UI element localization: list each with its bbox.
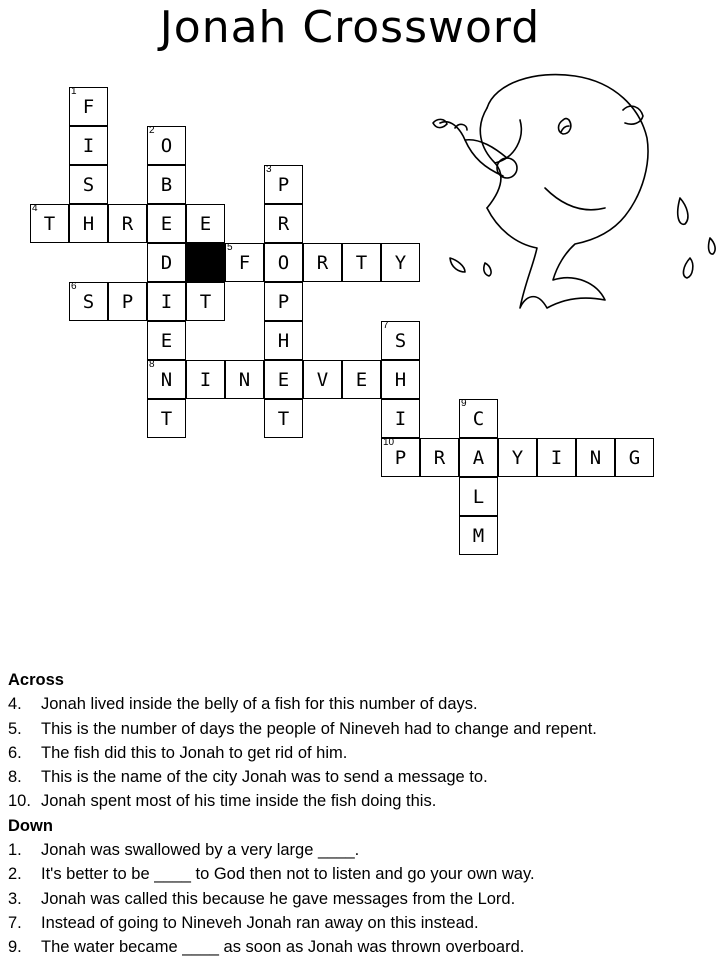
clue-number: 6. (8, 743, 22, 762)
crossword-cell[interactable] (342, 243, 381, 282)
cell-letter: I (82, 135, 95, 157)
clue-number: 4 (32, 203, 38, 214)
black-cell (186, 243, 225, 282)
crossword-cell[interactable] (225, 360, 264, 399)
cell-letter: Y (511, 447, 524, 469)
cell-letter: I (199, 369, 212, 391)
down-clue (8, 862, 713, 886)
crossword-cell[interactable] (108, 204, 147, 243)
crossword-cell[interactable] (420, 438, 459, 477)
across-clue (8, 765, 713, 789)
cell-letter: E (355, 369, 368, 391)
cell-letter: T (277, 408, 290, 430)
crossword-cell[interactable] (225, 243, 264, 282)
crossword-cell[interactable] (147, 165, 186, 204)
clue-number: 1. (8, 841, 22, 860)
crossword-cell[interactable] (303, 360, 342, 399)
crossword-cell[interactable] (576, 438, 615, 477)
across-clue (8, 741, 713, 765)
crossword-cell[interactable] (30, 204, 69, 243)
crossword-cell[interactable] (381, 438, 420, 477)
cell-letter: P (394, 447, 407, 469)
crossword-cell[interactable] (69, 282, 108, 321)
clue-text: This is the name of the city Jonah was to send a message to. (41, 768, 488, 787)
crossword-cell[interactable] (147, 204, 186, 243)
clue-number: 8. (8, 768, 22, 787)
crossword-cell[interactable] (186, 282, 225, 321)
cell-letter: H (82, 213, 95, 235)
crossword-cell[interactable] (381, 360, 420, 399)
cell-letter: L (472, 486, 485, 508)
crossword-cell[interactable] (186, 360, 225, 399)
cell-letter: E (199, 213, 212, 235)
cell-letter: V (316, 369, 329, 391)
cell-letter: F (238, 252, 251, 274)
crossword-cell[interactable] (498, 438, 537, 477)
clue-text: Jonah spent most of his time inside the fish doing this. (41, 792, 437, 811)
across-heading: Across (8, 671, 64, 689)
clue-number: 3 (266, 164, 272, 175)
cell-letter: R (121, 213, 134, 235)
crossword-cell[interactable] (303, 243, 342, 282)
crossword-cell[interactable] (264, 243, 303, 282)
cell-letter: P (277, 174, 290, 196)
cell-letter: N (160, 369, 173, 391)
clue-number: 8 (149, 359, 155, 370)
crossword-cell[interactable] (147, 282, 186, 321)
clue-number: 6 (71, 281, 77, 292)
cell-letter: O (160, 135, 173, 157)
cell-letter: E (160, 330, 173, 352)
crossword-cell[interactable] (264, 204, 303, 243)
crossword-cell[interactable] (69, 87, 108, 126)
cell-letter: S (82, 174, 95, 196)
clue-number: 5 (227, 242, 233, 253)
clue-number: 1 (71, 86, 77, 97)
cell-letter: H (394, 369, 407, 391)
cell-letter: M (472, 525, 485, 547)
crossword-cell[interactable] (459, 399, 498, 438)
clue-number: 4. (8, 695, 22, 714)
cell-letter: P (277, 291, 290, 313)
across-clue (8, 717, 713, 741)
across-clue (8, 789, 713, 813)
clue-number: 10 (383, 437, 395, 448)
cell-letter: C (472, 408, 485, 430)
crossword-cell[interactable] (264, 282, 303, 321)
cell-letter: O (277, 252, 290, 274)
cell-letter: P (121, 291, 134, 313)
cell-letter: R (277, 213, 290, 235)
crossword-cell[interactable] (147, 360, 186, 399)
clue-text: Instead of going to Nineveh Jonah ran away on this instead. (41, 913, 479, 932)
crossword-cell[interactable] (69, 165, 108, 204)
crossword-cell[interactable] (459, 477, 498, 516)
cell-letter: E (160, 213, 173, 235)
crossword-cell[interactable] (264, 360, 303, 399)
cell-letter: F (82, 96, 95, 118)
cell-letter: H (277, 330, 290, 352)
across-clues (8, 692, 713, 813)
crossword-cell[interactable] (615, 438, 654, 477)
crossword-cell[interactable] (264, 399, 303, 438)
crossword-cell[interactable] (264, 165, 303, 204)
cell-letter: T (43, 213, 56, 235)
clue-number: 2 (149, 125, 155, 136)
down-clue (8, 838, 713, 862)
crossword-cell[interactable] (381, 243, 420, 282)
clue-number: 7. (8, 913, 22, 932)
cell-letter: I (394, 408, 407, 430)
cell-letter: N (238, 369, 251, 391)
cell-letter: G (628, 447, 641, 469)
clue-number: 10. (8, 792, 31, 811)
down-clue (8, 935, 713, 959)
cell-letter: D (160, 252, 173, 274)
crossword-cell[interactable] (147, 243, 186, 282)
down-clue (8, 887, 713, 911)
clue-text: This is the number of days the people of Nineveh had to change and repent. (41, 719, 597, 738)
clue-text: The fish did this to Jonah to get rid of him. (41, 743, 348, 762)
crossword-cell[interactable] (537, 438, 576, 477)
cell-letter: R (433, 447, 446, 469)
crossword-cell[interactable] (264, 321, 303, 360)
cell-letter: S (82, 291, 95, 313)
cell-letter: R (316, 252, 329, 274)
crossword-cell[interactable] (147, 399, 186, 438)
crossword-cell[interactable] (147, 321, 186, 360)
down-clues (8, 838, 713, 959)
cell-letter: I (550, 447, 563, 469)
cell-letter: Y (394, 252, 407, 274)
cell-letter: N (589, 447, 602, 469)
cell-letter: S (394, 330, 407, 352)
crossword-cell[interactable] (69, 126, 108, 165)
crossword-cell[interactable] (459, 516, 498, 555)
cell-letter: T (355, 252, 368, 274)
across-clue (8, 692, 713, 716)
down-clue (8, 911, 713, 935)
clue-text: The water became ____ as soon as Jonah was thrown overboard. (41, 938, 525, 957)
crossword-cell[interactable] (69, 204, 108, 243)
cell-letter: B (160, 174, 173, 196)
clue-text: Jonah lived inside the belly of a fish for this number of days. (41, 695, 478, 714)
clue-number: 3. (8, 889, 22, 908)
clue-number: 2. (8, 865, 22, 884)
crossword-cell[interactable] (381, 399, 420, 438)
cell-letter: T (199, 291, 212, 313)
crossword-cell[interactable] (381, 321, 420, 360)
whale-illustration (425, 68, 718, 368)
crossword-cell[interactable] (459, 438, 498, 477)
crossword-cell[interactable] (147, 126, 186, 165)
cell-letter: E (277, 369, 290, 391)
clue-text: Jonah was swallowed by a very large ____. (41, 841, 360, 860)
clue-number: 5. (8, 719, 22, 738)
clue-text: Jonah was called this because he gave messages from the Lord. (41, 889, 516, 908)
down-heading: Down (8, 816, 53, 835)
cell-letter: T (160, 408, 173, 430)
crossword-cell[interactable] (186, 204, 225, 243)
crossword-cell[interactable] (108, 282, 147, 321)
cell-letter: A (472, 447, 485, 469)
clue-number: 7 (383, 320, 389, 331)
clue-number: 9 (461, 398, 467, 409)
clues-section (8, 668, 713, 960)
cell-letter: I (160, 291, 173, 313)
page-title: Jonah Crossword (159, 2, 541, 53)
crossword-cell[interactable] (342, 360, 381, 399)
clue-number: 9. (8, 938, 22, 957)
clue-text: It's better to be ____ to God then not to listen and go your own way. (41, 865, 535, 884)
